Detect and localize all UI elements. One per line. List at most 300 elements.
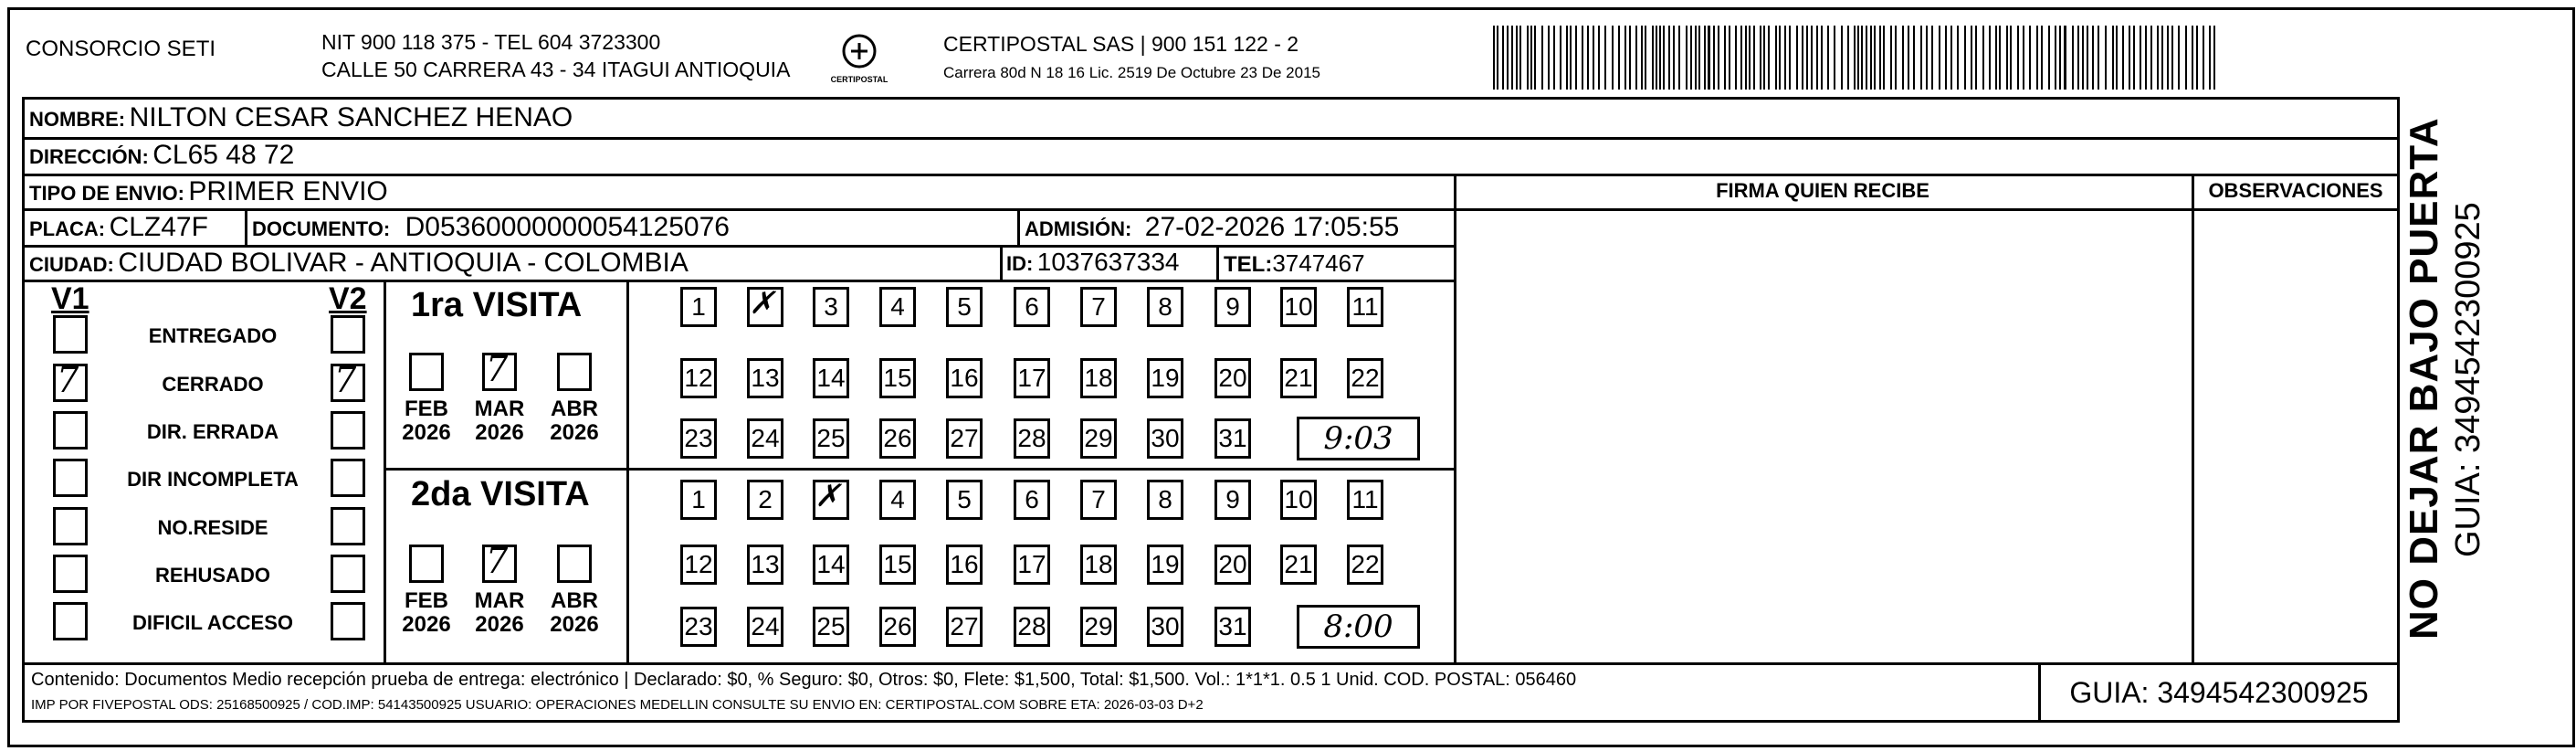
barcode-bar <box>1645 26 1646 90</box>
status-label: DIFICIL ACCESO <box>131 611 293 634</box>
status-v2-checkbox[interactable] <box>331 507 365 545</box>
barcode-bar <box>2036 26 2038 90</box>
address-line: CALLE 50 CARRERA 43 - 34 ITAGUI ANTIOQUIA <box>321 58 791 81</box>
visit2-day-box[interactable]: 6 <box>1014 480 1050 520</box>
visit2-day-box[interactable]: 1 <box>680 480 717 520</box>
day-scribble: ✗ <box>815 478 841 514</box>
barcode-bar <box>1763 26 1765 90</box>
type-row <box>29 176 388 207</box>
visit2-day-box[interactable]: 29 <box>1080 607 1117 647</box>
barcode <box>1493 26 2224 90</box>
month-mark: 7 <box>486 349 509 389</box>
v1-label: V1 <box>51 281 89 316</box>
visit1-year-label: 2026 <box>550 420 599 445</box>
id-row <box>1006 248 1180 277</box>
visit1-day-box[interactable]: 21 <box>1280 358 1317 398</box>
barcode-bar <box>1931 26 1933 90</box>
footer-left-border <box>22 662 25 723</box>
type-label: TIPO DE ENVIO: <box>29 182 184 205</box>
barcode-bar <box>1560 26 1561 90</box>
doc-divider <box>1017 208 1020 245</box>
observations-header: OBSERVACIONES <box>2208 179 2383 202</box>
barcode-bar <box>2092 26 2094 90</box>
barcode-bar <box>1507 26 1509 90</box>
month-divider-2 <box>626 468 629 665</box>
doc-value: D05360000000054125076 <box>405 212 730 242</box>
barcode-bar <box>1724 26 1726 90</box>
barcode-bar <box>1841 26 1843 90</box>
visit2-time-box[interactable]: 8:00 <box>1297 605 1420 649</box>
barcode-bar <box>1548 26 1550 90</box>
barcode-bar <box>2161 26 2163 90</box>
barcode-bar <box>1879 26 1881 90</box>
barcode-bar <box>1883 26 1885 90</box>
barcode-bar <box>2006 26 2008 90</box>
barcode-bar <box>2122 26 2124 90</box>
barcode-bar <box>2041 26 2043 90</box>
address-value: CL65 48 72 <box>152 140 295 170</box>
visit2-day-box[interactable]: 13 <box>747 545 783 585</box>
visit2-year-label: 2026 <box>550 612 599 637</box>
barcode-bar <box>1796 26 1798 90</box>
barcode-bar <box>1982 26 1984 90</box>
right-border <box>2397 97 2400 723</box>
barcode-bar <box>1729 26 1730 90</box>
barcode-bar <box>2112 26 2114 90</box>
visit2-year-label: 2026 <box>402 612 451 637</box>
barcode-bar <box>1847 26 1849 90</box>
visit2-day-box[interactable]: 23 <box>680 607 717 647</box>
visit1-day-box[interactable]: 7 <box>1080 287 1117 327</box>
visit1-day-box[interactable]: 16 <box>946 358 983 398</box>
barcode-bar <box>2055 26 2056 90</box>
barcode-bar <box>2178 26 2180 90</box>
visit2-year-label: 2026 <box>475 612 524 637</box>
side-warning: NO DEJAR BAJO PUERTA <box>2402 117 2446 640</box>
barcode-bar <box>2203 26 2204 90</box>
row3-line <box>22 208 1454 211</box>
barcode-bar <box>1806 26 1808 90</box>
barcode-bar <box>1704 26 1706 90</box>
visit1-day-box[interactable]: 19 <box>1147 358 1183 398</box>
barcode-bar <box>1821 26 1823 90</box>
visit1-day-box[interactable]: 10 <box>1280 287 1317 327</box>
barcode-bar <box>2023 26 2024 90</box>
visit1-month-box[interactable] <box>409 353 444 391</box>
visit1-month-label: ABR <box>551 397 598 421</box>
tel-divider <box>1216 245 1219 280</box>
visit1-day-box[interactable]: 14 <box>813 358 849 398</box>
visit1-title: 1ra VISITA <box>411 286 583 324</box>
barcode-bar <box>2048 26 2050 90</box>
barcode-bar <box>1582 26 1583 90</box>
barcode-bar <box>1779 26 1781 90</box>
address-label: DIRECCIÓN: <box>29 145 149 168</box>
status-v1-checkbox[interactable] <box>53 315 88 354</box>
visit2-day-box[interactable]: 5 <box>946 480 983 520</box>
visit2-day-box[interactable]: 17 <box>1014 545 1050 585</box>
visit2-day-box[interactable]: 16 <box>946 545 983 585</box>
barcode-bar <box>1493 26 1495 90</box>
barcode-bar <box>1870 26 1872 90</box>
barcode-bar <box>2157 26 2159 90</box>
barcode-bar <box>1861 26 1863 90</box>
visit2-day-box[interactable]: 12 <box>680 545 717 585</box>
barcode-bar <box>1635 26 1637 90</box>
barcode-bar <box>1816 26 1818 90</box>
barcode-bar <box>1811 26 1813 90</box>
barcode-bar <box>1768 26 1770 90</box>
visit1-month-label: FEB <box>405 397 448 421</box>
day-scribble: ✗ <box>749 285 775 322</box>
status-v2-checkbox[interactable] <box>331 315 365 354</box>
barcode-bar <box>2029 26 2031 90</box>
barcode-bar <box>1735 26 1737 90</box>
row5-line <box>22 280 1454 282</box>
visit2-day-box[interactable]: 9 <box>1214 480 1251 520</box>
footer-bottom-line <box>22 720 2400 723</box>
visit1-time-box[interactable]: 9:03 <box>1297 417 1420 460</box>
barcode-bar <box>1527 26 1529 90</box>
visit1-day-box[interactable]: 12 <box>680 358 717 398</box>
visit1-day-box[interactable]: 28 <box>1014 418 1050 459</box>
barcode-bar <box>1854 26 1856 90</box>
visit2-day-box[interactable]: 15 <box>879 545 916 585</box>
name-label: NOMBRE: <box>29 108 126 131</box>
visit2-month-label: FEB <box>405 588 448 613</box>
barcode-bar <box>1740 26 1742 90</box>
barcode-bar <box>1678 26 1680 90</box>
barcode-bar <box>2017 26 2019 90</box>
barcode-bar <box>1890 26 1892 90</box>
barcode-bar <box>1570 26 1572 90</box>
status-label: REHUSADO <box>155 564 270 587</box>
barcode-bar <box>1629 26 1631 90</box>
footer-imp: IMP POR FIVEPOSTAL ODS: 25168500925 / COD.IMP: 54143500925 USUARIO: OPERACIONES MEDELLIN CONSULTE SU ENVIO EN: CERTIPOSTAL.COM SOBRE ETA: 2026-03-03 D+2 <box>31 697 1204 713</box>
barcode-bar <box>1624 26 1626 90</box>
barcode-bar <box>1895 26 1897 90</box>
barcode-bar <box>1530 26 1532 90</box>
barcode-bar <box>2129 26 2130 90</box>
visit1-day-box[interactable]: 8 <box>1147 287 1183 327</box>
visit2-day-box[interactable]: 11 <box>1347 480 1383 520</box>
barcode-bar <box>2072 26 2074 90</box>
barcode-bar <box>2098 26 2099 90</box>
visit1-day-box[interactable]: 6 <box>1014 287 1050 327</box>
barcode-bar <box>1553 26 1555 90</box>
visit1-day-box[interactable]: 9 <box>1214 287 1251 327</box>
barcode-bar <box>1957 26 1959 90</box>
city-value: CIUDAD BOLIVAR - ANTIOQUIA - COLOMBIA <box>118 248 689 278</box>
barcode-bar <box>1618 26 1620 90</box>
visit2-day-box[interactable]: 28 <box>1014 607 1050 647</box>
barcode-bar <box>1663 26 1665 90</box>
barcode-bar <box>1534 26 1536 90</box>
visit1-day-box[interactable]: 11 <box>1347 287 1383 327</box>
certipostal-line: CERTIPOSTAL SAS | 900 151 122 - 2 <box>943 32 1299 56</box>
visit1-day-box[interactable]: 3 <box>813 287 849 327</box>
visit2-day-box[interactable]: 18 <box>1080 545 1117 585</box>
admission-value: 27-02-2026 17:05:55 <box>1144 212 1400 242</box>
barcode-bar <box>1920 26 1922 90</box>
visit1-year-label: 2026 <box>402 420 451 445</box>
barcode-bar <box>1695 26 1697 90</box>
month-mark: 7 <box>486 541 509 581</box>
barcode-bar <box>1745 26 1747 90</box>
barcode-bar <box>1604 26 1606 90</box>
visit1-day-box[interactable]: 17 <box>1014 358 1050 398</box>
barcode-bar <box>1690 26 1692 90</box>
visit2-day-box[interactable]: 22 <box>1347 545 1383 585</box>
barcode-bar <box>1612 26 1614 90</box>
barcode-bar <box>1784 26 1786 90</box>
barcode-bar <box>1913 26 1915 90</box>
status-v2-checkbox[interactable] <box>331 411 365 450</box>
name-value: NILTON CESAR SANCHEZ HENAO <box>129 102 573 132</box>
nit-line: NIT 900 118 375 - TEL 604 3723300 <box>321 30 661 54</box>
row1-line <box>22 137 2400 140</box>
status-label: NO.RESIDE <box>157 516 268 539</box>
status-v1-checkbox[interactable] <box>53 507 88 545</box>
barcode-bar <box>1753 26 1755 90</box>
visit2-month-box[interactable] <box>409 545 444 583</box>
visit2-day-box[interactable]: 20 <box>1214 545 1251 585</box>
barcode-bar <box>1511 26 1513 90</box>
obs-left-border <box>2192 174 2194 665</box>
barcode-bar <box>2064 26 2066 90</box>
visit1-day-box[interactable]: 26 <box>879 418 916 459</box>
visit1-day-box[interactable]: 29 <box>1080 418 1117 459</box>
visit2-day-box[interactable]: 25 <box>813 607 849 647</box>
barcode-bar <box>1656 26 1657 90</box>
barcode-bar <box>2116 26 2118 90</box>
visit2-day-box[interactable]: 27 <box>946 607 983 647</box>
status-v1-checkbox[interactable] <box>53 555 88 593</box>
barcode-bar <box>1708 26 1710 90</box>
barcode-bar <box>2185 26 2187 90</box>
barcode-bar <box>2167 26 2169 90</box>
doc-label: DOCUMENTO: <box>252 217 391 240</box>
visit2-day-box[interactable]: 10 <box>1280 480 1317 520</box>
visit2-day-box[interactable]: 30 <box>1147 607 1183 647</box>
plate-divider <box>245 208 247 245</box>
header-divider <box>22 97 2400 100</box>
barcode-bar <box>1673 26 1675 90</box>
admission-row <box>1025 212 1399 243</box>
status-v2-checkbox[interactable] <box>331 555 365 593</box>
visit1-year-label: 2026 <box>475 420 524 445</box>
month-divider-1 <box>626 280 629 468</box>
status-label: CERRADO <box>162 373 264 396</box>
barcode-bar <box>1789 26 1791 90</box>
barcode-bar <box>1926 26 1928 90</box>
barcode-bar <box>1834 26 1835 90</box>
barcode-bar <box>2171 26 2173 90</box>
visit2-day-box[interactable]: 7 <box>1080 480 1117 520</box>
barcode-bar <box>1874 26 1876 90</box>
barcode-bar <box>1659 26 1661 90</box>
visit1-month-label: MAR <box>474 397 525 421</box>
status-v1-checkbox[interactable] <box>53 411 88 450</box>
tel-label: TEL: <box>1224 252 1273 277</box>
visit-divider <box>384 468 1454 471</box>
footer-content: Contenido: Documentos Medio recepción prueba de entrega: electrónico | Declarado: $0, % Seguro: $0, Otros: $0, Flete: $1,500, Total: $1,500. Vol.: 1*1*1. 0.5 1 Unid. COD. POSTAL: 056460 <box>31 670 1577 690</box>
type-value: PRIMER ENVIO <box>188 176 388 206</box>
certipostal-logo <box>826 33 892 90</box>
visit1-month-box[interactable] <box>557 353 592 391</box>
visit1-day-box[interactable]: 31 <box>1214 418 1251 459</box>
status-label: ENTREGADO <box>148 324 278 347</box>
barcode-bar <box>1866 26 1867 90</box>
barcode-bar <box>1541 26 1543 90</box>
barcode-bar <box>1939 26 1940 90</box>
status-v2-checkbox[interactable] <box>331 459 365 497</box>
visit2-title: 2da VISITA <box>411 475 590 513</box>
plate-row <box>29 212 208 243</box>
barcode-bar <box>2196 26 2198 90</box>
barcode-bar <box>1902 26 1904 90</box>
main-right-border <box>1454 174 1456 665</box>
barcode-bar <box>1827 26 1829 90</box>
id-divider <box>1000 245 1003 280</box>
barcode-bar <box>1598 26 1600 90</box>
barcode-bar <box>1718 26 1719 90</box>
license-line: Carrera 80d N 18 16 Lic. 2519 De Octubre 23 De 2015 <box>943 64 1320 81</box>
visit1-day-box[interactable]: 18 <box>1080 358 1117 398</box>
barcode-bar <box>1516 26 1518 90</box>
visit1-day-box[interactable]: 22 <box>1347 358 1383 398</box>
barcode-bar <box>1566 26 1568 90</box>
barcode-bar <box>1999 26 2001 90</box>
visit2-day-box[interactable]: 31 <box>1214 607 1251 647</box>
left-border <box>22 97 25 665</box>
barcode-bar <box>1519 26 1521 90</box>
barcode-bar <box>2145 26 2147 90</box>
col-header-line <box>1454 208 2400 211</box>
barcode-bar <box>1749 26 1751 90</box>
barcode-bar <box>1760 26 1761 90</box>
visit2-day-box[interactable]: 4 <box>879 480 916 520</box>
visit2-day-box[interactable]: 21 <box>1280 545 1317 585</box>
visit1-day-box[interactable]: 20 <box>1214 358 1251 398</box>
visit2-day-box[interactable]: 8 <box>1147 480 1183 520</box>
status-v1-checkbox[interactable] <box>53 602 88 640</box>
city-row <box>29 248 689 279</box>
visit1-day-box[interactable]: 1 <box>680 287 717 327</box>
barcode-bar <box>2105 26 2107 90</box>
visit1-day-box[interactable]: 15 <box>879 358 916 398</box>
barcode-bar <box>1502 26 1504 90</box>
check-mark: 7 <box>334 360 357 400</box>
status-v1-checkbox[interactable] <box>53 459 88 497</box>
barcode-bar <box>1975 26 1977 90</box>
barcode-bar <box>1995 26 1997 90</box>
barcode-bar <box>2140 26 2141 90</box>
barcode-bar <box>1713 26 1715 90</box>
barcode-bar <box>1945 26 1947 90</box>
visit1-day-box[interactable]: 23 <box>680 418 717 459</box>
visit2-day-box[interactable]: 19 <box>1147 545 1183 585</box>
barcode-bar <box>1575 26 1577 90</box>
side-guia: GUIA: 3494542300925 <box>2449 202 2487 557</box>
address-row <box>29 140 294 171</box>
barcode-bar <box>1802 26 1803 90</box>
id-value: 1037637334 <box>1036 248 1180 276</box>
visit2-day-box[interactable]: 26 <box>879 607 916 647</box>
barcode-bar <box>1857 26 1859 90</box>
barcode-bar <box>1971 26 1972 90</box>
name-row <box>29 102 573 133</box>
barcode-bar <box>2077 26 2079 90</box>
status-label: DIR INCOMPLETA <box>127 468 299 491</box>
barcode-bar <box>2213 26 2215 90</box>
svg-text:CERTIPOSTAL: CERTIPOSTAL <box>830 75 888 84</box>
plate-label: PLACA: <box>29 217 106 240</box>
barcode-bar <box>2082 26 2084 90</box>
company-name: CONSORCIO SETI <box>26 37 216 61</box>
visit1-day-box[interactable]: 24 <box>747 418 783 459</box>
barcode-bar <box>1668 26 1670 90</box>
barcode-bar <box>1908 26 1909 90</box>
barcode-bar <box>1698 26 1700 90</box>
visit1-day-box[interactable]: 25 <box>813 418 849 459</box>
barcode-bar <box>1989 26 1991 90</box>
v2-label: V2 <box>329 281 367 316</box>
visit1-day-box[interactable]: 13 <box>747 358 783 398</box>
visit1-day-box[interactable]: 27 <box>946 418 983 459</box>
visit2-month-label: ABR <box>551 588 598 613</box>
plate-value: CLZ47F <box>109 212 208 242</box>
barcode-bar <box>2150 26 2152 90</box>
status-divider <box>384 280 386 665</box>
barcode-bar <box>2209 26 2211 90</box>
barcode-bar <box>2010 26 2012 90</box>
barcode-bar <box>2192 26 2193 90</box>
footer-top-line <box>22 662 2400 665</box>
barcode-bar <box>1775 26 1777 90</box>
visit2-day-box[interactable]: 24 <box>747 607 783 647</box>
tel-row <box>1224 249 1365 278</box>
barcode-bar <box>1964 26 1966 90</box>
tel-value: 3747467 <box>1272 249 1365 277</box>
barcode-bar <box>1587 26 1589 90</box>
visit2-month-box[interactable] <box>557 545 592 583</box>
visit1-day-box[interactable]: 30 <box>1147 418 1183 459</box>
visit1-day-box[interactable]: 4 <box>879 287 916 327</box>
visit1-day-box[interactable]: 5 <box>946 287 983 327</box>
id-label: ID: <box>1006 252 1034 275</box>
doc-row <box>252 212 730 243</box>
barcode-bar <box>1950 26 1952 90</box>
visit2-day-box[interactable]: 2 <box>747 480 783 520</box>
signature-header: FIRMA QUIEN RECIBE <box>1716 179 1929 202</box>
barcode-bar <box>1593 26 1594 90</box>
barcode-bar <box>1641 26 1643 90</box>
admission-label: ADMISIÓN: <box>1025 217 1132 240</box>
status-v2-checkbox[interactable] <box>331 602 365 640</box>
barcode-bar <box>1686 26 1688 90</box>
barcode-bar <box>2087 26 2088 90</box>
visit2-month-label: MAR <box>474 588 525 613</box>
check-mark: 7 <box>57 360 79 400</box>
footer-guia: GUIA: 3494542300925 <box>2069 676 2369 709</box>
barcode-bar <box>2133 26 2135 90</box>
status-label: DIR. ERRADA <box>146 420 279 443</box>
barcode-bar <box>2059 26 2061 90</box>
barcode-bar <box>1652 26 1654 90</box>
visit2-day-box[interactable]: 14 <box>813 545 849 585</box>
city-label: CIUDAD: <box>29 253 114 276</box>
